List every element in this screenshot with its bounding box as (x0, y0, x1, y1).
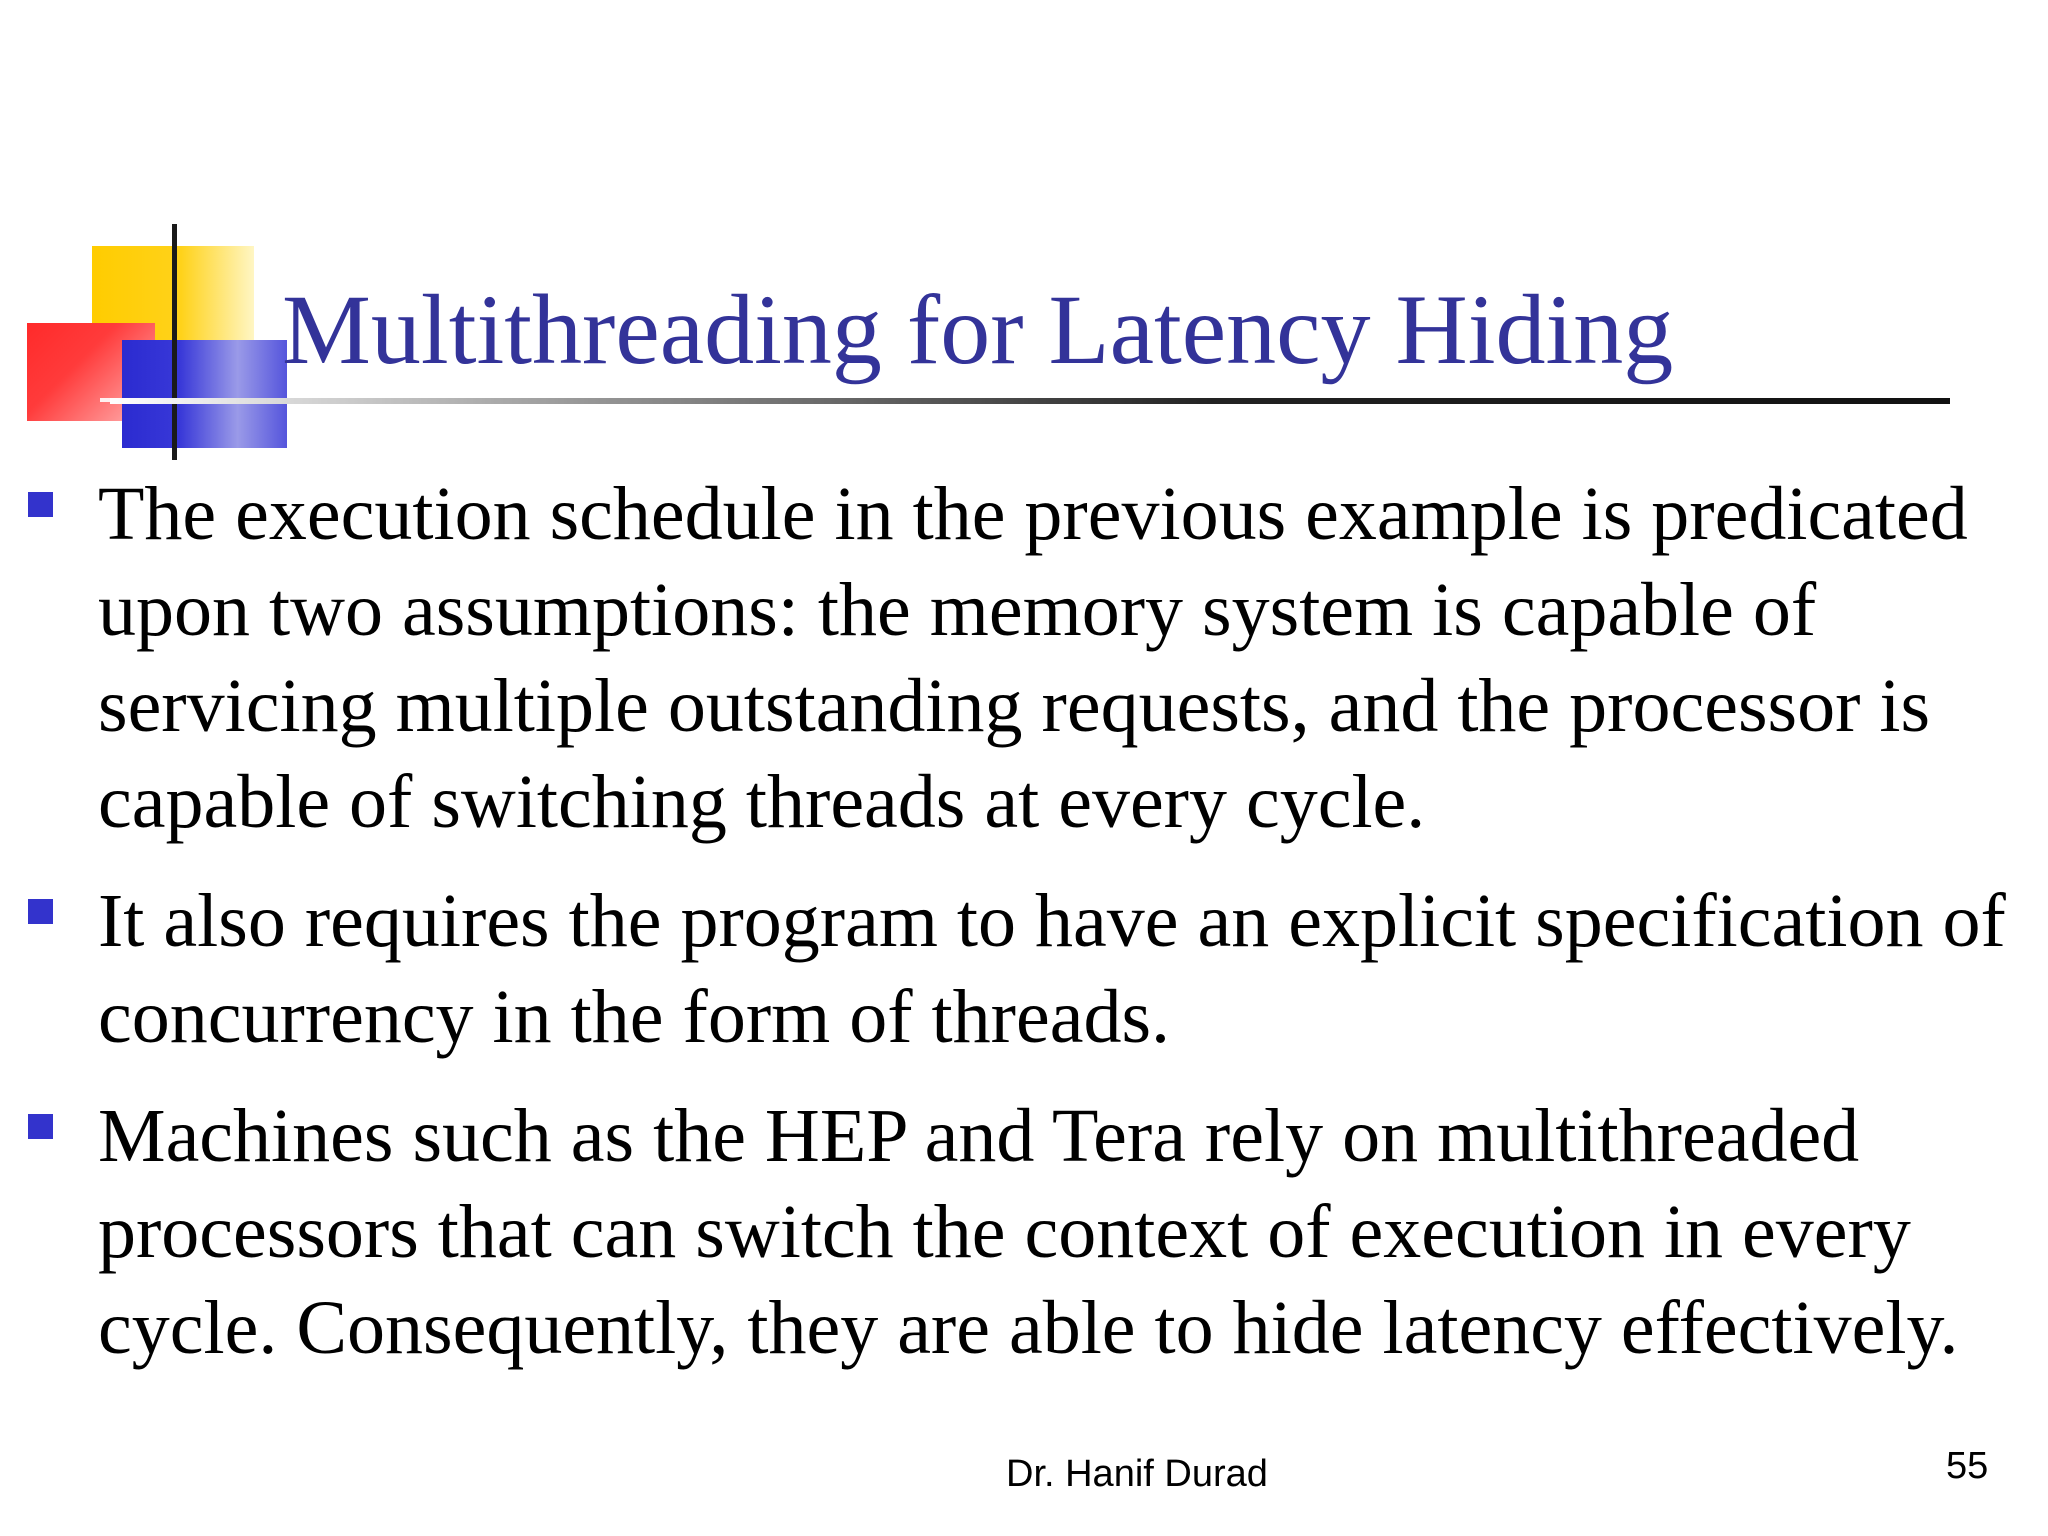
square-bullet-icon (28, 1114, 53, 1139)
logo-blue-square (122, 340, 287, 448)
logo-vertical-line (172, 224, 177, 460)
bullet-list (0, 466, 2048, 1399)
bullet-item (0, 1088, 2030, 1376)
bullet-item (0, 873, 2030, 1065)
square-bullet-icon (28, 492, 53, 517)
square-bullet-icon (28, 899, 53, 924)
title-underline-rule (110, 398, 1950, 404)
bullet-text: Machines such as the HEP and Tera rely on multithreaded processors that can switch the context of execution in every cycle. Consequently, they are able to hide latency effectively. (98, 1094, 1959, 1370)
slide-title: Multithreading for Latency Hiding (282, 274, 1674, 385)
bullet-text: The execution schedule in the previous example is predicated upon two assumptions: the memory system is capable of servicing multiple outstanding requests, and the processor is capable of switching threads at every cycle. (98, 472, 1968, 844)
bullet-item (0, 466, 2030, 850)
bullet-text: It also requires the program to have an explicit specification of concurrency in the form of threads. (98, 879, 2006, 1059)
footer-author: Dr. Hanif Durad (1006, 1453, 1268, 1495)
page-number: 55 (1946, 1445, 1989, 1487)
